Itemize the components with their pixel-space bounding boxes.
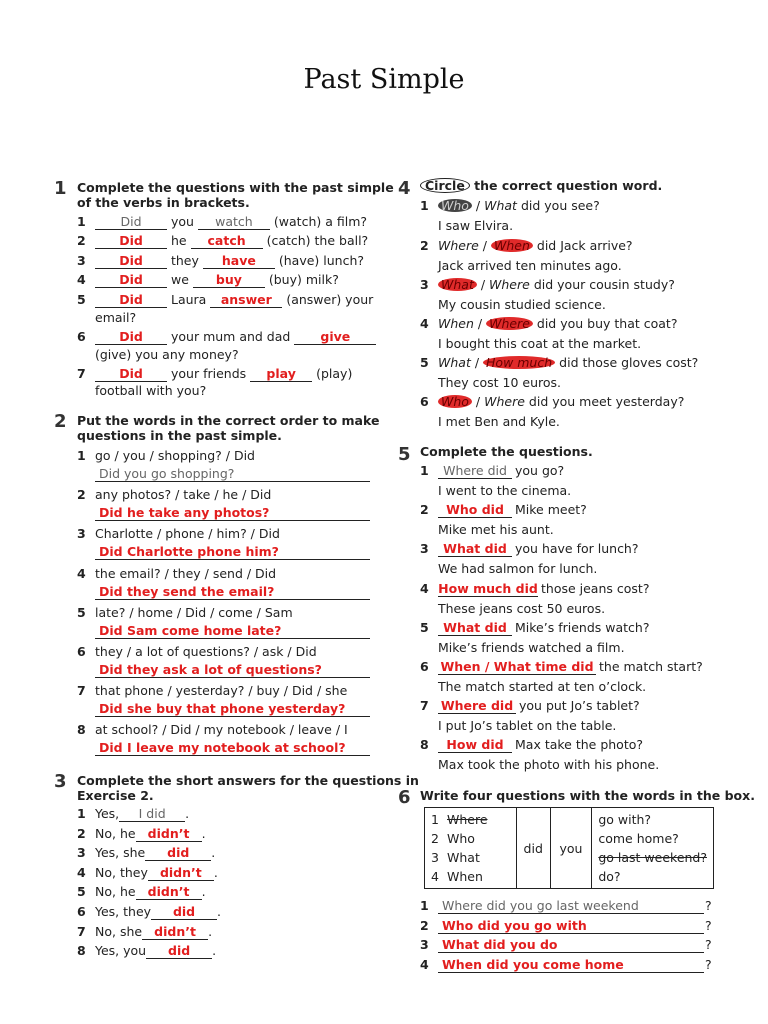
answer-sentence: Jack arrived ten minutes ago. bbox=[438, 258, 622, 273]
answer-line[interactable] bbox=[438, 957, 704, 973]
option-word-2[interactable]: How much bbox=[483, 356, 555, 369]
item-number: 1 bbox=[77, 448, 86, 463]
exercise-4-number: 4 bbox=[398, 178, 411, 199]
answer-blank[interactable]: watch bbox=[198, 215, 270, 230]
item-number: 8 bbox=[77, 943, 86, 958]
option-word-2[interactable]: Where bbox=[486, 317, 533, 330]
answer-text: Did Sam come home late? bbox=[99, 623, 282, 638]
item-text: (play) bbox=[316, 366, 353, 381]
item-continuation: (give) you any money? bbox=[95, 347, 239, 362]
box-word bbox=[431, 848, 510, 867]
answer-line[interactable] bbox=[95, 584, 370, 600]
answer-blank[interactable]: give bbox=[294, 330, 376, 345]
answer-text: Where did bbox=[443, 463, 507, 478]
question-text: those jeans cost? bbox=[541, 581, 650, 596]
answer-blank[interactable] bbox=[438, 660, 596, 675]
box-phrase: come home? bbox=[598, 831, 679, 846]
box-phrase: go last weekend? bbox=[598, 850, 707, 865]
item-number: 6 bbox=[77, 904, 86, 919]
item-continuation: football with you? bbox=[95, 383, 207, 398]
box-phrase: go with? bbox=[598, 812, 652, 827]
item-text: No, he bbox=[95, 884, 136, 899]
option-separator: / bbox=[476, 277, 490, 292]
option-separator: / bbox=[471, 198, 485, 213]
item-prompt: late? / home / Did / come / Sam bbox=[95, 605, 293, 620]
box-word-number: 2 bbox=[431, 831, 439, 846]
answer-sentence: I bought this coat at the market. bbox=[438, 336, 642, 351]
question-text: the match start? bbox=[599, 659, 703, 674]
option-word-1[interactable]: Who bbox=[438, 199, 472, 212]
item-text: (answer) your bbox=[286, 292, 374, 307]
item-number: 8 bbox=[420, 737, 429, 752]
exercise-5-number: 5 bbox=[398, 444, 411, 465]
answer-text: When did you come home bbox=[442, 957, 624, 972]
item-number: 6 bbox=[77, 644, 86, 659]
item-prompt: they / a lot of questions? / ask / Did bbox=[95, 644, 317, 659]
answer-text: When / What time did bbox=[440, 659, 594, 674]
answer-blank[interactable]: catch bbox=[191, 234, 263, 249]
question-text: you put Jo’s tablet? bbox=[519, 698, 640, 713]
question-mark: ? bbox=[705, 898, 712, 913]
item-number: 3 bbox=[77, 253, 86, 268]
answer-sentence: My cousin studied science. bbox=[438, 297, 606, 312]
answer-text: I did bbox=[138, 806, 166, 821]
answer-line[interactable] bbox=[438, 937, 704, 953]
question-text: did your cousin study? bbox=[533, 277, 675, 292]
item-number: 3 bbox=[420, 541, 429, 556]
question-text: did those gloves cost? bbox=[559, 355, 699, 370]
answer-blank[interactable] bbox=[438, 503, 512, 518]
answer-text: did bbox=[172, 904, 196, 919]
period: . bbox=[201, 826, 206, 841]
item-text: Laura bbox=[170, 292, 207, 307]
item-number: 2 bbox=[77, 487, 86, 502]
item-number: 1 bbox=[420, 898, 429, 913]
answer-blank[interactable]: Did bbox=[95, 234, 167, 249]
item-number: 7 bbox=[420, 698, 429, 713]
question-text: did you buy that coat? bbox=[536, 316, 678, 331]
item-number: 6 bbox=[420, 659, 429, 674]
item-number: 6 bbox=[420, 394, 429, 409]
question-text: you go? bbox=[515, 463, 565, 478]
exercise-2-heading: Put the words in the correct order to make questions in the past simple. bbox=[77, 413, 380, 443]
answer-text: Where did bbox=[440, 698, 514, 713]
answer-text: Did Charlotte phone him? bbox=[99, 544, 279, 559]
answer-sentence: Mike’s friends watched a film. bbox=[438, 640, 625, 655]
item-number: 2 bbox=[77, 826, 86, 841]
word-box-col-2: did bbox=[516, 808, 550, 889]
answer-sentence: They cost 10 euros. bbox=[438, 375, 562, 390]
answer-blank[interactable]: Did bbox=[95, 254, 167, 269]
answer-blank[interactable] bbox=[142, 925, 208, 940]
box-word-text: Where bbox=[447, 812, 488, 827]
item-text: (buy) milk? bbox=[268, 272, 339, 287]
answer-text: Did you go shopping? bbox=[99, 466, 235, 481]
answer-text: Did they send the email? bbox=[99, 584, 275, 599]
item-text: your mum and dad bbox=[170, 329, 291, 344]
answer-blank[interactable]: Did bbox=[95, 330, 167, 345]
answer-text: didn’t bbox=[154, 924, 196, 939]
answer-blank[interactable]: play bbox=[250, 367, 312, 382]
item-text: (catch) the ball? bbox=[266, 233, 369, 248]
answer-text: Did I leave my notebook at school? bbox=[99, 740, 346, 755]
option-word-1[interactable]: What bbox=[438, 355, 471, 370]
item-number: 3 bbox=[77, 845, 86, 860]
answer-sentence: We had salmon for lunch. bbox=[438, 561, 598, 576]
item-text: Yes, bbox=[95, 806, 120, 821]
box-phrase: do? bbox=[598, 869, 621, 884]
answer-blank[interactable] bbox=[151, 905, 217, 920]
item-number: 6 bbox=[77, 329, 86, 344]
answer-blank[interactable]: buy bbox=[193, 273, 265, 288]
exercise-2-number: 2 bbox=[54, 411, 67, 432]
answer-blank[interactable] bbox=[438, 542, 512, 557]
option-separator: / bbox=[473, 316, 487, 331]
option-word-1[interactable]: Who bbox=[438, 395, 472, 408]
exercise-3-number: 3 bbox=[54, 771, 67, 792]
option-word-2[interactable]: What bbox=[484, 198, 517, 213]
answer-blank[interactable]: answer bbox=[210, 293, 282, 308]
option-word-2[interactable]: When bbox=[491, 239, 533, 252]
period: . bbox=[212, 943, 217, 958]
question-mark: ? bbox=[705, 957, 712, 972]
period: . bbox=[201, 884, 206, 899]
item-number: 5 bbox=[77, 884, 86, 899]
answer-text: What did you do bbox=[442, 937, 558, 952]
question-text: did you meet yesterday? bbox=[528, 394, 685, 409]
answer-sentence: I put Jo’s tablet on the table. bbox=[438, 718, 617, 733]
exercise-1-number: 1 bbox=[54, 178, 67, 199]
question-mark: ? bbox=[705, 937, 712, 952]
box-word-text: What bbox=[447, 850, 480, 865]
page-title: Past Simple bbox=[303, 64, 465, 95]
answer-blank[interactable]: Did bbox=[95, 293, 167, 308]
item-text: he bbox=[170, 233, 187, 248]
answer-blank[interactable] bbox=[438, 464, 512, 479]
answer-blank[interactable] bbox=[148, 866, 214, 881]
circle-word: Circle bbox=[420, 178, 470, 193]
option-separator: / bbox=[470, 355, 484, 370]
item-number: 1 bbox=[420, 463, 429, 478]
answer-text: didn’t bbox=[147, 826, 190, 841]
item-number: 1 bbox=[77, 214, 86, 229]
answer-blank[interactable] bbox=[146, 944, 212, 959]
answer-text: What did bbox=[443, 620, 507, 635]
item-number: 4 bbox=[420, 581, 429, 596]
box-word bbox=[431, 829, 510, 848]
answer-line[interactable] bbox=[95, 623, 370, 639]
answer-line[interactable] bbox=[95, 466, 370, 482]
item-number: 7 bbox=[77, 366, 86, 381]
period: . bbox=[208, 924, 213, 939]
period: . bbox=[213, 865, 218, 880]
answer-line[interactable] bbox=[95, 701, 370, 717]
item-number: 4 bbox=[420, 957, 429, 972]
answer-sentence: I saw Elvira. bbox=[438, 218, 514, 233]
box-word-text: When bbox=[447, 869, 483, 884]
option-separator: / bbox=[478, 238, 491, 253]
answer-line[interactable] bbox=[95, 544, 370, 560]
word-box-col-4 bbox=[592, 808, 714, 889]
item-text: Yes, she bbox=[95, 845, 146, 860]
box-word-number: 3 bbox=[431, 850, 439, 865]
word-box-col-3: you bbox=[550, 808, 592, 889]
exercise-1-heading: Complete the questions with the past simple of the verbs in brackets. bbox=[77, 180, 394, 210]
item-text: your friends bbox=[170, 366, 247, 381]
answer-blank[interactable]: Did bbox=[95, 273, 167, 288]
answer-line[interactable] bbox=[95, 662, 370, 678]
question-text: did Jack arrive? bbox=[536, 238, 633, 253]
answer-text: Did he take any photos? bbox=[99, 505, 270, 520]
answer-blank[interactable] bbox=[119, 807, 185, 822]
item-text: No, he bbox=[95, 826, 136, 841]
exercise-5-heading: Complete the questions. bbox=[420, 444, 593, 459]
answer-blank[interactable] bbox=[136, 827, 202, 842]
item-number: 3 bbox=[420, 277, 429, 292]
answer-sentence: These jeans cost 50 euros. bbox=[438, 601, 606, 616]
item-number: 5 bbox=[77, 605, 86, 620]
answer-sentence: The match started at ten o’clock. bbox=[438, 679, 647, 694]
item-text: Yes, they bbox=[95, 904, 152, 919]
answer-blank[interactable]: have bbox=[203, 254, 275, 269]
answer-line[interactable] bbox=[438, 898, 704, 914]
item-prompt: at school? / Did / my notebook / leave / I bbox=[95, 722, 348, 737]
item-prompt: Charlotte / phone / him? / Did bbox=[95, 526, 280, 541]
box-word-number: 4 bbox=[431, 869, 439, 884]
answer-text: did bbox=[167, 845, 190, 860]
item-text: (have) lunch? bbox=[278, 253, 365, 268]
option-separator: / bbox=[471, 394, 485, 409]
option-word-2[interactable]: Where bbox=[484, 394, 525, 409]
answer-blank[interactable] bbox=[438, 582, 538, 597]
answer-sentence: I went to the cinema. bbox=[438, 483, 572, 498]
question-text: Mike meet? bbox=[515, 502, 587, 517]
answer-text: did bbox=[168, 943, 191, 958]
answer-text: Where did you go last weekend bbox=[442, 898, 639, 913]
answer-sentence: I met Ben and Kyle. bbox=[438, 414, 560, 429]
answer-sentence: Mike met his aunt. bbox=[438, 522, 554, 537]
question-text: Mike’s friends watch? bbox=[515, 620, 650, 635]
exercise-3-heading: Complete the short answers for the questions in Exercise 2. bbox=[77, 773, 419, 803]
item-number: 1 bbox=[77, 806, 86, 821]
answer-blank[interactable]: Did bbox=[95, 215, 167, 230]
question-mark: ? bbox=[705, 918, 712, 933]
answer-text: What did bbox=[443, 541, 507, 556]
item-number: 2 bbox=[420, 918, 429, 933]
item-number: 2 bbox=[420, 502, 429, 517]
exercise-6-heading: Write four questions with the words in the box. bbox=[420, 788, 755, 803]
word-box-col-1 bbox=[425, 808, 517, 889]
item-number: 2 bbox=[420, 238, 429, 253]
item-text: No, she bbox=[95, 924, 143, 939]
item-number: 2 bbox=[77, 233, 86, 248]
option-word-1[interactable]: Where bbox=[438, 238, 479, 253]
answer-sentence: Max took the photo with his phone. bbox=[438, 757, 660, 772]
item-number: 4 bbox=[420, 316, 429, 331]
box-word-number: 1 bbox=[431, 812, 439, 827]
item-text: we bbox=[170, 272, 189, 287]
item-number: 4 bbox=[77, 865, 86, 880]
word-box bbox=[424, 807, 714, 889]
answer-line[interactable] bbox=[438, 918, 704, 934]
item-prompt: that phone / yesterday? / buy / Did / she bbox=[95, 683, 348, 698]
item-number: 3 bbox=[77, 526, 86, 541]
answer-text: Did they ask a lot of questions? bbox=[99, 662, 322, 677]
question-text: you have for lunch? bbox=[515, 541, 639, 556]
answer-blank[interactable] bbox=[136, 885, 202, 900]
answer-text: Who did you go with bbox=[442, 918, 587, 933]
answer-line[interactable] bbox=[95, 740, 370, 756]
item-text: No, they bbox=[95, 865, 148, 880]
item-number: 1 bbox=[420, 198, 429, 213]
item-number: 4 bbox=[77, 566, 86, 581]
item-number: 5 bbox=[77, 292, 86, 307]
period: . bbox=[211, 845, 216, 860]
item-number: 7 bbox=[77, 683, 86, 698]
item-text: (watch) a film? bbox=[273, 214, 368, 229]
option-word-1[interactable]: When bbox=[438, 316, 474, 331]
answer-blank[interactable] bbox=[438, 699, 516, 714]
exercise-4-heading bbox=[420, 178, 662, 193]
period: . bbox=[185, 806, 190, 821]
answer-blank[interactable] bbox=[145, 846, 211, 861]
option-word-1[interactable]: What bbox=[438, 278, 477, 291]
question-text: did you see? bbox=[520, 198, 600, 213]
item-prompt: the email? / they / send / Did bbox=[95, 566, 277, 581]
answer-blank[interactable] bbox=[438, 621, 512, 636]
answer-blank[interactable] bbox=[438, 738, 512, 753]
answer-text: didn’t bbox=[147, 884, 190, 899]
question-text: Max take the photo? bbox=[515, 737, 644, 752]
box-word bbox=[431, 867, 510, 886]
answer-line[interactable] bbox=[95, 505, 370, 521]
answer-text: Did she buy that phone yesterday? bbox=[99, 701, 346, 716]
item-number: 7 bbox=[77, 924, 86, 939]
answer-blank[interactable]: Did bbox=[95, 367, 167, 382]
answer-text: didn’t bbox=[159, 865, 202, 880]
box-word bbox=[431, 810, 510, 829]
box-word-text: Who bbox=[447, 831, 475, 846]
item-number: 8 bbox=[77, 722, 86, 737]
item-number: 5 bbox=[420, 620, 429, 635]
period: . bbox=[217, 904, 222, 919]
item-text: you bbox=[170, 214, 194, 229]
item-number: 5 bbox=[420, 355, 429, 370]
item-number: 3 bbox=[420, 937, 429, 952]
item-text: Yes, you bbox=[95, 943, 147, 958]
item-continuation: email? bbox=[95, 310, 137, 325]
item-number: 4 bbox=[77, 272, 86, 287]
exercise-6-number: 6 bbox=[398, 787, 411, 808]
option-word-2[interactable]: Where bbox=[489, 277, 530, 292]
item-prompt: any photos? / take / he / Did bbox=[95, 487, 272, 502]
answer-text: Who did bbox=[446, 502, 504, 517]
item-text: they bbox=[170, 253, 199, 268]
heading-text: the correct question word. bbox=[474, 178, 663, 193]
item-prompt: go / you / shopping? / Did bbox=[95, 448, 255, 463]
answer-text: How much did bbox=[438, 581, 538, 596]
answer-text: How did bbox=[446, 737, 504, 752]
